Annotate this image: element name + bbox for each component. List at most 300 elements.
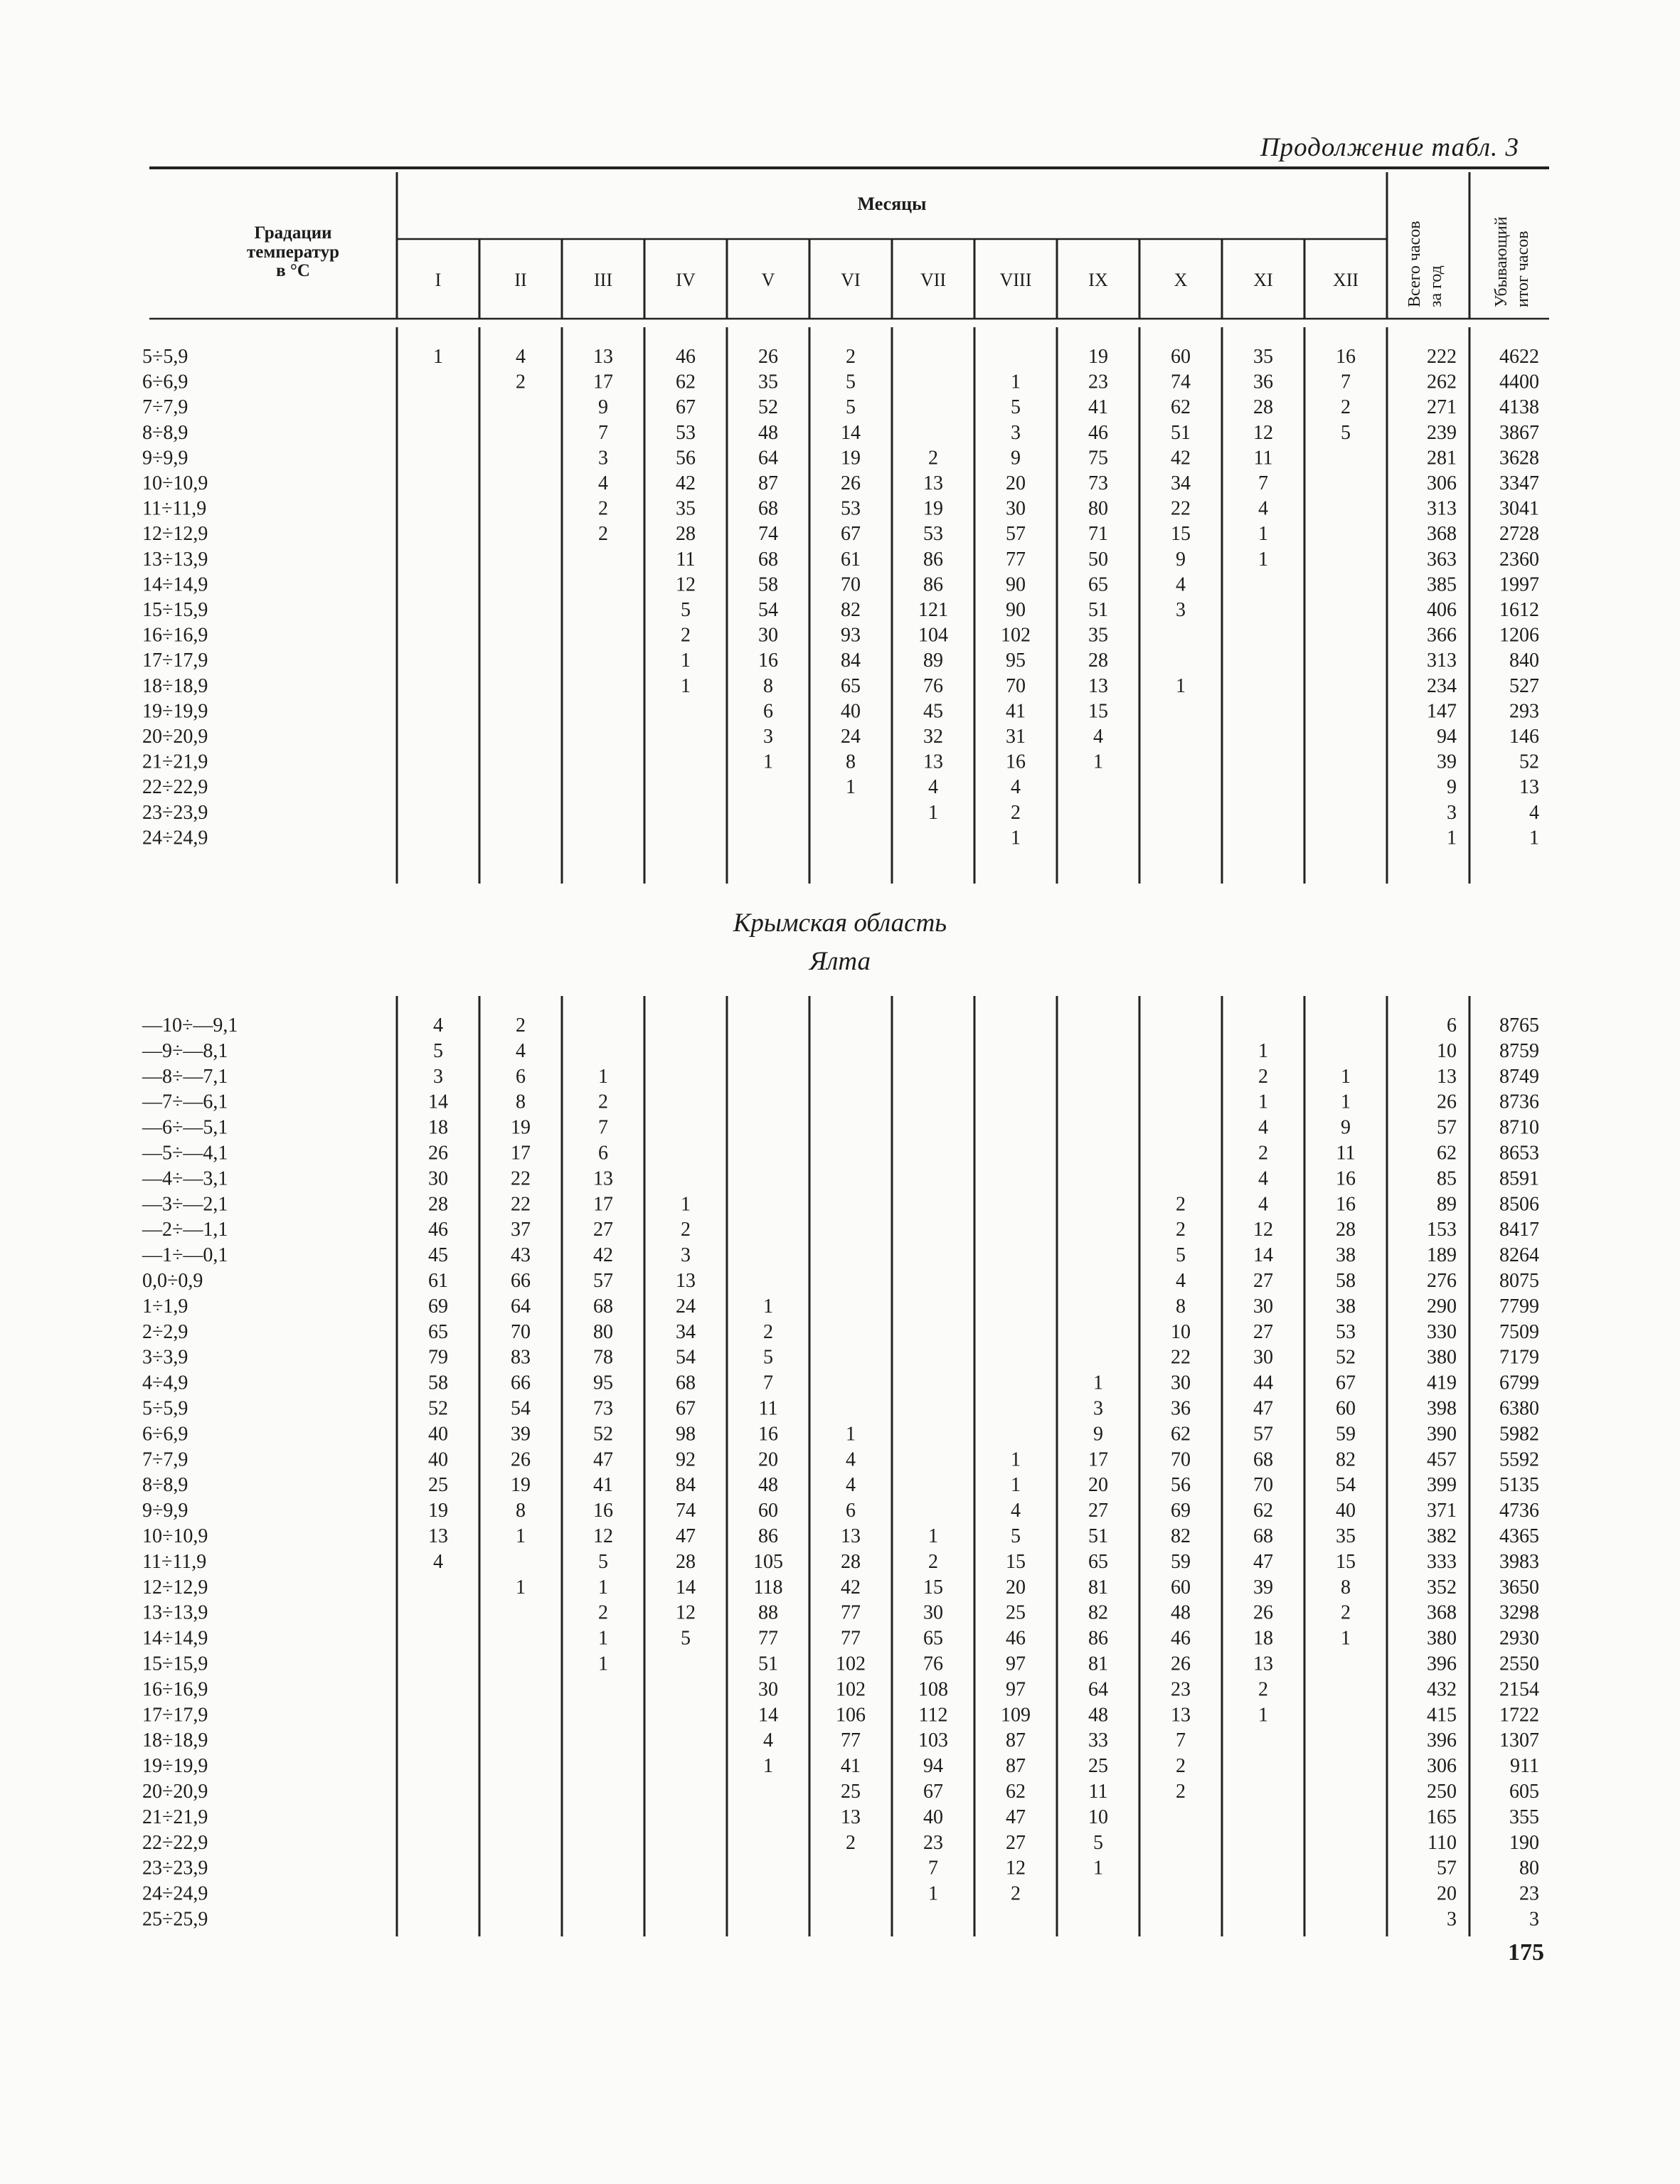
month-12-hours-cell: 82 xyxy=(1336,1448,1356,1471)
month-1-hours-cell: 1 xyxy=(433,346,443,368)
month-11-hours-cell: 1 xyxy=(1258,1039,1268,1062)
total-hours-cell: 13 xyxy=(1437,1065,1457,1088)
month-9-hours-cell: 71 xyxy=(1088,523,1108,546)
cumulative-hours-cell: 8736 xyxy=(1499,1091,1539,1113)
cumulative-hours-cell: 8759 xyxy=(1499,1039,1539,1062)
month-1-hours-cell: 13 xyxy=(428,1525,448,1547)
month-5-hours-cell: 30 xyxy=(758,1678,778,1701)
month-1-hours-cell: 65 xyxy=(428,1320,448,1343)
cumulative-hours-cell: 7799 xyxy=(1499,1295,1539,1318)
month-10-hours-cell: 48 xyxy=(1171,1601,1191,1624)
month-3-hours-cell: 1 xyxy=(598,1065,608,1088)
month-5-hours-cell: 87 xyxy=(758,472,778,494)
month-2-hours-cell: 19 xyxy=(511,1116,531,1139)
page-number: 175 xyxy=(1508,1939,1544,1966)
total-hours-cell: 290 xyxy=(1427,1295,1457,1318)
temperature-range-cell: 11÷11,9 xyxy=(142,1550,207,1573)
month-10-hours-cell: 22 xyxy=(1171,1346,1191,1369)
month-10-hours-cell: 23 xyxy=(1171,1678,1191,1701)
cumulative-hours-cell: 2930 xyxy=(1499,1627,1539,1650)
month-5-hours-cell: 30 xyxy=(758,624,778,647)
cumulative-hours-cell: 8765 xyxy=(1499,1014,1539,1037)
month-11-hours-cell: 1 xyxy=(1258,548,1268,571)
month-6-hours-cell: 84 xyxy=(841,650,861,672)
temperature-range-cell: 5÷5,9 xyxy=(142,1397,188,1420)
month-11-hours-cell: 68 xyxy=(1253,1525,1273,1547)
month-8-hours-cell: 87 xyxy=(1006,1729,1026,1752)
month-2-hours-cell: 8 xyxy=(516,1500,526,1522)
month-6-hours-cell: 77 xyxy=(841,1627,861,1650)
total-hours-cell: 306 xyxy=(1427,472,1457,494)
month-4-hours-cell: 5 xyxy=(681,1627,691,1650)
month-11-hours-cell: 47 xyxy=(1253,1397,1273,1420)
month-8-hours-cell: 41 xyxy=(1006,700,1026,723)
table-row xyxy=(142,1321,1539,1343)
month-9-hours-cell: 23 xyxy=(1088,371,1108,393)
header-month-4: IV xyxy=(676,270,696,290)
temperature-range-cell: 17÷17,9 xyxy=(142,1704,208,1727)
month-1-hours-cell: 5 xyxy=(433,1039,443,1062)
cumulative-hours-cell: 2550 xyxy=(1499,1653,1539,1675)
month-4-hours-cell: 1 xyxy=(681,1193,691,1216)
month-5-hours-cell: 77 xyxy=(758,1627,778,1650)
header-gradations-label xyxy=(247,223,339,280)
month-8-hours-cell: 20 xyxy=(1006,472,1026,494)
month-8-hours-cell: 2 xyxy=(1011,801,1021,824)
cumulative-hours-cell: 5982 xyxy=(1499,1423,1539,1446)
month-7-hours-cell: 1 xyxy=(928,1525,938,1547)
temperature-range-cell: 8÷8,9 xyxy=(142,1474,188,1497)
month-5-hours-cell: 74 xyxy=(758,523,778,546)
month-8-hours-cell: 62 xyxy=(1006,1781,1026,1803)
month-2-hours-cell: 43 xyxy=(511,1244,531,1267)
month-9-hours-cell: 13 xyxy=(1088,674,1108,697)
temperature-range-cell: 10÷10,9 xyxy=(142,472,208,494)
month-1-hours-cell: 40 xyxy=(428,1448,448,1471)
month-10-hours-cell: 34 xyxy=(1171,472,1191,494)
month-10-hours-cell: 70 xyxy=(1171,1448,1191,1471)
cumulative-hours-cell: 1612 xyxy=(1499,599,1539,621)
cumulative-hours-cell: 8710 xyxy=(1499,1116,1539,1139)
temperature-range-cell: 23÷23,9 xyxy=(142,801,208,824)
month-4-hours-cell: 12 xyxy=(676,573,696,596)
month-4-hours-cell: 67 xyxy=(676,1397,696,1420)
cumulative-hours-cell: 3041 xyxy=(1499,497,1539,520)
month-12-hours-cell: 15 xyxy=(1336,1550,1356,1573)
month-9-hours-cell: 5 xyxy=(1093,1831,1103,1854)
month-7-hours-cell: 30 xyxy=(923,1601,943,1624)
cumulative-hours-cell: 8653 xyxy=(1499,1142,1539,1165)
temperature-range-cell: 15÷15,9 xyxy=(142,1653,208,1675)
cumulative-hours-cell: 3650 xyxy=(1499,1576,1539,1599)
month-9-hours-cell: 1 xyxy=(1093,1372,1103,1394)
total-hours-cell: 419 xyxy=(1427,1372,1457,1394)
total-hours-cell: 333 xyxy=(1427,1550,1457,1573)
month-5-hours-cell: 16 xyxy=(758,1423,778,1446)
month-11-hours-cell: 1 xyxy=(1258,1704,1268,1727)
month-4-hours-cell: 56 xyxy=(676,447,696,470)
temperature-range-cell: 18÷18,9 xyxy=(142,674,208,697)
month-10-hours-cell: 13 xyxy=(1171,1704,1191,1727)
header-gradations-line-2: температур xyxy=(246,243,340,262)
month-6-hours-cell: 40 xyxy=(841,700,861,723)
cumulative-hours-cell: 1307 xyxy=(1499,1729,1539,1752)
temperature-range-cell: 1÷1,9 xyxy=(142,1295,188,1318)
month-4-hours-cell: 1 xyxy=(681,650,691,672)
month-11-hours-cell: 12 xyxy=(1253,421,1273,444)
month-2-hours-cell: 17 xyxy=(511,1142,531,1165)
total-hours-cell: 89 xyxy=(1437,1193,1457,1216)
month-7-hours-cell: 76 xyxy=(923,674,943,697)
month-11-hours-cell: 70 xyxy=(1253,1474,1273,1497)
month-2-hours-cell: 4 xyxy=(516,1039,526,1062)
month-12-hours-cell: 16 xyxy=(1336,346,1356,368)
cumulative-hours-cell: 3628 xyxy=(1499,447,1539,470)
month-4-hours-cell: 54 xyxy=(676,1346,696,1369)
month-10-hours-cell: 26 xyxy=(1171,1653,1191,1675)
month-1-hours-cell: 18 xyxy=(428,1116,448,1139)
month-11-hours-cell: 28 xyxy=(1253,396,1273,419)
total-hours-cell: 250 xyxy=(1427,1781,1457,1803)
cumulative-hours-cell: 911 xyxy=(1510,1755,1539,1778)
month-5-hours-cell: 26 xyxy=(758,346,778,368)
month-5-hours-cell: 105 xyxy=(753,1550,783,1573)
month-4-hours-cell: 35 xyxy=(676,497,696,520)
temperature-range-cell: 15÷15,9 xyxy=(142,599,208,621)
month-9-hours-cell: 33 xyxy=(1088,1729,1108,1752)
total-hours-cell: 165 xyxy=(1427,1806,1457,1828)
total-hours-cell: 363 xyxy=(1427,548,1457,571)
total-hours-cell: 306 xyxy=(1427,1755,1457,1778)
table-row xyxy=(142,802,1539,824)
month-7-hours-cell: 67 xyxy=(923,1781,943,1803)
total-hours-cell: 3 xyxy=(1447,801,1457,824)
table-row xyxy=(142,1270,1539,1292)
month-10-hours-cell: 62 xyxy=(1171,396,1191,419)
month-11-hours-cell: 1 xyxy=(1258,1091,1268,1113)
month-10-hours-cell: 5 xyxy=(1176,1244,1186,1267)
month-3-hours-cell: 9 xyxy=(598,396,608,419)
month-9-hours-cell: 80 xyxy=(1088,497,1108,520)
month-4-hours-cell: 12 xyxy=(676,1601,696,1624)
month-9-hours-cell: 41 xyxy=(1088,396,1108,419)
month-7-hours-cell: 103 xyxy=(918,1729,948,1752)
cumulative-hours-cell: 7509 xyxy=(1499,1320,1539,1343)
month-9-hours-cell: 81 xyxy=(1088,1653,1108,1675)
month-2-hours-cell: 37 xyxy=(511,1219,531,1241)
total-hours-cell: 399 xyxy=(1427,1474,1457,1497)
header-total-label xyxy=(1405,221,1445,307)
month-3-hours-cell: 16 xyxy=(593,1500,613,1522)
month-6-hours-cell: 70 xyxy=(841,573,861,596)
month-12-hours-cell: 35 xyxy=(1336,1525,1356,1547)
cumulative-hours-cell: 1 xyxy=(1529,827,1539,849)
month-9-hours-cell: 65 xyxy=(1088,573,1108,596)
table-row xyxy=(142,1857,1539,1880)
month-4-hours-cell: 98 xyxy=(676,1423,696,1446)
month-2-hours-cell: 70 xyxy=(511,1320,531,1343)
header-cumulative-line-2: итог часов xyxy=(1514,230,1532,307)
total-hours-cell: 415 xyxy=(1427,1704,1457,1727)
month-5-hours-cell: 1 xyxy=(763,751,773,773)
cumulative-hours-cell: 5135 xyxy=(1499,1474,1539,1497)
month-6-hours-cell: 1 xyxy=(846,776,856,799)
month-3-hours-cell: 17 xyxy=(593,371,613,393)
month-8-hours-cell: 2 xyxy=(1011,1882,1021,1905)
month-8-hours-cell: 27 xyxy=(1006,1831,1026,1854)
cumulative-hours-cell: 2154 xyxy=(1499,1678,1539,1701)
header-cumulative-label xyxy=(1492,216,1532,307)
month-3-hours-cell: 4 xyxy=(598,472,608,494)
month-12-hours-cell: 60 xyxy=(1336,1397,1356,1420)
month-6-hours-cell: 1 xyxy=(846,1423,856,1446)
temperature-range-cell: —7÷—6,1 xyxy=(142,1091,228,1113)
month-8-hours-cell: 87 xyxy=(1006,1755,1026,1778)
month-3-hours-cell: 13 xyxy=(593,346,613,368)
table-row xyxy=(142,1143,1539,1165)
month-4-hours-cell: 46 xyxy=(676,346,696,368)
month-6-hours-cell: 5 xyxy=(846,396,856,419)
total-hours-cell: 239 xyxy=(1427,421,1457,444)
header-gradations-line-1: Градации xyxy=(254,223,332,243)
month-3-hours-cell: 6 xyxy=(598,1142,608,1165)
month-10-hours-cell: 46 xyxy=(1171,1627,1191,1650)
month-6-hours-cell: 65 xyxy=(841,674,861,697)
month-8-hours-cell: 77 xyxy=(1006,548,1026,571)
total-hours-cell: 222 xyxy=(1427,346,1457,368)
total-hours-cell: 432 xyxy=(1427,1678,1457,1701)
month-11-hours-cell: 35 xyxy=(1253,346,1273,368)
month-1-hours-cell: 26 xyxy=(428,1142,448,1165)
total-hours-cell: 271 xyxy=(1427,396,1457,419)
month-2-hours-cell: 19 xyxy=(511,1474,531,1497)
cumulative-hours-cell: 3 xyxy=(1529,1908,1539,1931)
month-12-hours-cell: 16 xyxy=(1336,1167,1356,1190)
table-row xyxy=(142,1014,1539,1037)
month-9-hours-cell: 28 xyxy=(1088,650,1108,672)
month-8-hours-cell: 97 xyxy=(1006,1653,1026,1675)
month-4-hours-cell: 28 xyxy=(676,1550,696,1573)
table-row xyxy=(142,1295,1539,1318)
table-row xyxy=(142,371,1539,393)
total-hours-cell: 281 xyxy=(1427,447,1457,470)
month-8-hours-cell: 30 xyxy=(1006,497,1026,520)
temperature-range-cell: 9÷9,9 xyxy=(142,1500,188,1522)
month-12-hours-cell: 58 xyxy=(1336,1270,1356,1292)
total-hours-cell: 396 xyxy=(1427,1653,1457,1675)
month-4-hours-cell: 2 xyxy=(681,624,691,647)
month-9-hours-cell: 50 xyxy=(1088,548,1108,571)
month-6-hours-cell: 14 xyxy=(841,421,861,444)
table-row xyxy=(142,1832,1539,1854)
header-total-line-2: за год xyxy=(1427,265,1445,307)
month-7-hours-cell: 23 xyxy=(923,1831,943,1854)
header-month-11: XI xyxy=(1253,270,1273,290)
temperature-range-cell: 18÷18,9 xyxy=(142,1729,208,1752)
month-7-hours-cell: 32 xyxy=(923,726,943,748)
temperature-range-cell: 6÷6,9 xyxy=(142,1423,188,1446)
month-9-hours-cell: 65 xyxy=(1088,1550,1108,1573)
month-8-hours-cell: 20 xyxy=(1006,1576,1026,1599)
month-2-hours-cell: 26 xyxy=(511,1448,531,1471)
month-7-hours-cell: 1 xyxy=(928,1882,938,1905)
month-10-hours-cell: 1 xyxy=(1176,674,1186,697)
month-6-hours-cell: 2 xyxy=(846,346,856,368)
temperature-range-cell: —8÷—7,1 xyxy=(142,1065,228,1088)
total-hours-cell: 396 xyxy=(1427,1729,1457,1752)
month-10-hours-cell: 15 xyxy=(1171,523,1191,546)
temperature-range-cell: 16÷16,9 xyxy=(142,624,208,647)
month-3-hours-cell: 1 xyxy=(598,1653,608,1675)
month-5-hours-cell: 68 xyxy=(758,497,778,520)
month-9-hours-cell: 19 xyxy=(1088,346,1108,368)
temperature-range-cell: 21÷21,9 xyxy=(142,751,208,773)
month-6-hours-cell: 24 xyxy=(841,726,861,748)
month-5-hours-cell: 48 xyxy=(758,1474,778,1497)
month-9-hours-cell: 15 xyxy=(1088,700,1108,723)
total-hours-cell: 153 xyxy=(1427,1219,1457,1241)
total-hours-cell: 262 xyxy=(1427,371,1457,393)
month-4-hours-cell: 62 xyxy=(676,371,696,393)
month-11-hours-cell: 1 xyxy=(1258,523,1268,546)
cumulative-hours-cell: 8591 xyxy=(1499,1167,1539,1190)
month-12-hours-cell: 11 xyxy=(1336,1142,1356,1165)
month-1-hours-cell: 69 xyxy=(428,1295,448,1318)
month-1-hours-cell: 4 xyxy=(433,1014,443,1037)
temperature-range-cell: 2÷2,9 xyxy=(142,1320,188,1343)
month-3-hours-cell: 1 xyxy=(598,1627,608,1650)
month-5-hours-cell: 11 xyxy=(758,1397,778,1420)
month-6-hours-cell: 67 xyxy=(841,523,861,546)
month-2-hours-cell: 22 xyxy=(511,1193,531,1216)
total-hours-cell: 26 xyxy=(1437,1091,1457,1113)
month-6-hours-cell: 4 xyxy=(846,1448,856,1471)
month-11-hours-cell: 27 xyxy=(1253,1320,1273,1343)
month-7-hours-cell: 76 xyxy=(923,1653,943,1675)
month-11-hours-cell: 4 xyxy=(1258,1116,1268,1139)
month-6-hours-cell: 13 xyxy=(841,1806,861,1828)
temperature-range-cell: 21÷21,9 xyxy=(142,1806,208,1828)
month-9-hours-cell: 46 xyxy=(1088,421,1108,444)
month-2-hours-cell: 64 xyxy=(511,1295,531,1318)
total-hours-cell: 85 xyxy=(1437,1167,1457,1190)
temperature-range-cell: 7÷7,9 xyxy=(142,396,188,419)
month-6-hours-cell: 5 xyxy=(846,371,856,393)
month-5-hours-cell: 5 xyxy=(763,1346,773,1369)
month-5-hours-cell: 1 xyxy=(763,1755,773,1778)
month-7-hours-cell: 45 xyxy=(923,700,943,723)
temperature-range-cell: 17÷17,9 xyxy=(142,650,208,672)
month-10-hours-cell: 60 xyxy=(1171,346,1191,368)
month-4-hours-cell: 5 xyxy=(681,599,691,621)
total-hours-cell: 366 xyxy=(1427,624,1457,647)
month-12-hours-cell: 52 xyxy=(1336,1346,1356,1369)
month-4-hours-cell: 34 xyxy=(676,1320,696,1343)
month-7-hours-cell: 89 xyxy=(923,650,943,672)
cumulative-hours-cell: 8075 xyxy=(1499,1270,1539,1292)
month-1-hours-cell: 46 xyxy=(428,1219,448,1241)
month-3-hours-cell: 12 xyxy=(593,1525,613,1547)
temperature-range-cell: —6÷—5,1 xyxy=(142,1116,228,1139)
month-5-hours-cell: 52 xyxy=(758,396,778,419)
month-5-hours-cell: 118 xyxy=(753,1576,783,1599)
month-4-hours-cell: 67 xyxy=(676,396,696,419)
month-10-hours-cell: 22 xyxy=(1171,497,1191,520)
month-9-hours-cell: 27 xyxy=(1088,1500,1108,1522)
month-12-hours-cell: 1 xyxy=(1341,1065,1351,1088)
month-3-hours-cell: 80 xyxy=(593,1320,613,1343)
month-7-hours-cell: 19 xyxy=(923,497,943,520)
total-hours-cell: 380 xyxy=(1427,1627,1457,1650)
temperature-range-cell: 14÷14,9 xyxy=(142,573,208,596)
month-3-hours-cell: 73 xyxy=(593,1397,613,1420)
total-hours-cell: 368 xyxy=(1427,1601,1457,1624)
cumulative-hours-cell: 605 xyxy=(1509,1781,1539,1803)
month-8-hours-cell: 109 xyxy=(1001,1704,1031,1727)
month-5-hours-cell: 88 xyxy=(758,1601,778,1624)
month-5-hours-cell: 3 xyxy=(763,726,773,748)
table-row xyxy=(142,1423,1539,1445)
month-5-hours-cell: 60 xyxy=(758,1500,778,1522)
month-10-hours-cell: 2 xyxy=(1176,1755,1186,1778)
month-8-hours-cell: 12 xyxy=(1006,1857,1026,1880)
month-6-hours-cell: 102 xyxy=(836,1653,866,1675)
station-title: Ялта xyxy=(809,947,871,976)
temperature-range-cell: 19÷19,9 xyxy=(142,1755,208,1778)
temperature-range-cell: 20÷20,9 xyxy=(142,726,208,748)
month-10-hours-cell: 74 xyxy=(1171,371,1191,393)
month-5-hours-cell: 6 xyxy=(763,700,773,723)
month-2-hours-cell: 8 xyxy=(516,1091,526,1113)
month-11-hours-cell: 2 xyxy=(1258,1678,1268,1701)
table-row xyxy=(142,396,1539,418)
month-5-hours-cell: 7 xyxy=(763,1372,773,1394)
month-1-hours-cell: 30 xyxy=(428,1167,448,1190)
month-9-hours-cell: 17 xyxy=(1088,1448,1108,1471)
month-8-hours-cell: 4 xyxy=(1011,776,1021,799)
month-10-hours-cell: 8 xyxy=(1176,1295,1186,1318)
month-2-hours-cell: 2 xyxy=(516,1014,526,1037)
month-5-hours-cell: 2 xyxy=(763,1320,773,1343)
month-11-hours-cell: 62 xyxy=(1253,1500,1273,1522)
month-6-hours-cell: 41 xyxy=(841,1755,861,1778)
month-3-hours-cell: 17 xyxy=(593,1193,613,1216)
table-row xyxy=(142,346,1539,368)
month-4-hours-cell: 53 xyxy=(676,421,696,444)
table-row xyxy=(142,1066,1539,1088)
cumulative-hours-cell: 3983 xyxy=(1499,1550,1539,1573)
month-6-hours-cell: 77 xyxy=(841,1601,861,1624)
month-5-hours-cell: 20 xyxy=(758,1448,778,1471)
temperature-range-cell: 0,0÷0,9 xyxy=(142,1270,203,1292)
month-12-hours-cell: 7 xyxy=(1341,371,1351,393)
header-month-9: IX xyxy=(1088,270,1108,290)
month-5-hours-cell: 58 xyxy=(758,573,778,596)
month-10-hours-cell: 30 xyxy=(1171,1372,1191,1394)
month-2-hours-cell: 2 xyxy=(516,371,526,393)
total-hours-cell: 62 xyxy=(1437,1142,1457,1165)
month-11-hours-cell: 4 xyxy=(1258,1167,1268,1190)
cumulative-hours-cell: 2728 xyxy=(1499,523,1539,546)
total-hours-cell: 313 xyxy=(1427,497,1457,520)
cumulative-hours-cell: 190 xyxy=(1509,1831,1539,1854)
total-hours-cell: 147 xyxy=(1427,700,1457,723)
month-6-hours-cell: 102 xyxy=(836,1678,866,1701)
month-1-hours-cell: 28 xyxy=(428,1193,448,1216)
cumulative-hours-cell: 5592 xyxy=(1499,1448,1539,1471)
total-hours-cell: 398 xyxy=(1427,1397,1457,1420)
cumulative-hours-cell: 293 xyxy=(1509,700,1539,723)
